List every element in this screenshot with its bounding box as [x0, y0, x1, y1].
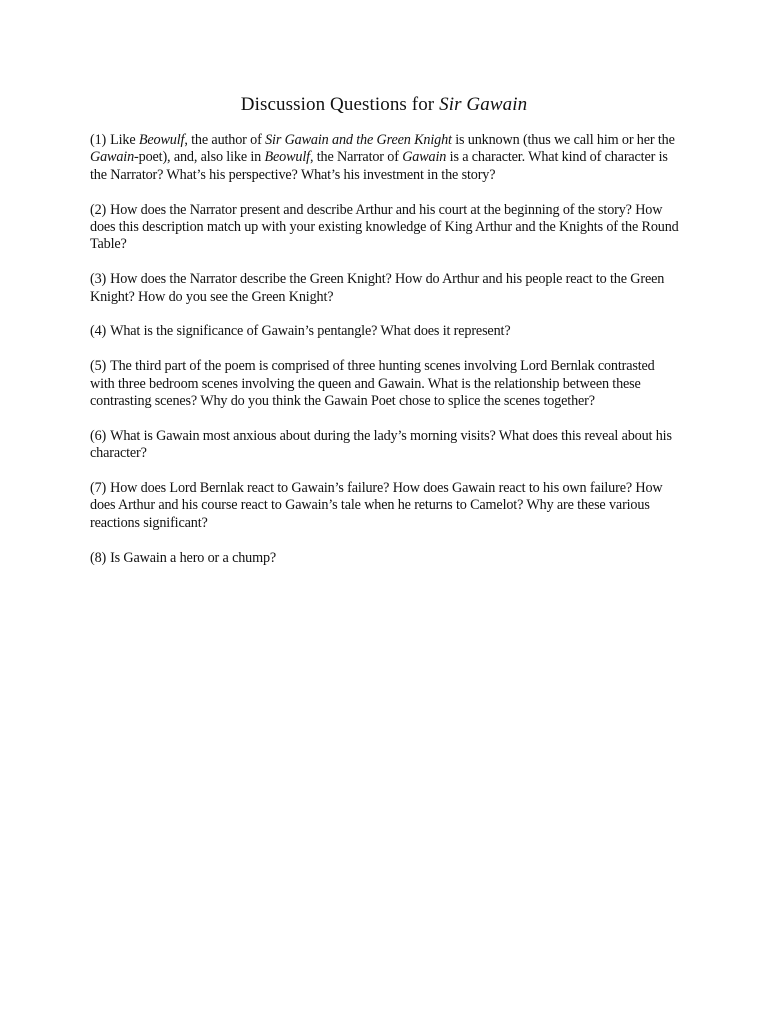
question-item [90, 323, 682, 340]
question-item [90, 480, 682, 532]
question-number: (2) [90, 201, 107, 218]
question-text: Like [110, 132, 139, 148]
question-title-reference: Gawain [402, 149, 447, 166]
question-item [90, 428, 682, 463]
title-emphasis: Sir Gawain [439, 94, 528, 115]
question-number: (3) [90, 271, 107, 288]
question-item [90, 202, 682, 254]
question-text: How does Lord Bernlak react to Gawain’s failure? How does Gawain react to his own failure? How does Arthur and his course react to Gawain’s tale when he returns to Camelot? Why are these various reactions significant? [90, 480, 663, 531]
question-title-reference: Sir Gawain and the Green Knight [265, 132, 452, 148]
questions-list [90, 132, 682, 584]
question-number: (4) [90, 323, 107, 340]
question-text: , the Narrator of [309, 149, 403, 166]
question-item [90, 358, 682, 410]
question-number: (1) [90, 132, 107, 148]
question-number: (6) [90, 427, 107, 444]
question-item [90, 550, 682, 567]
question-number: (5) [90, 358, 107, 375]
question-text: -poet), and, also like in [134, 149, 265, 166]
question-item [90, 271, 682, 306]
question-text: Is Gawain a hero or a chump? [110, 549, 277, 566]
question-text: What is the significance of Gawain’s pentangle? What does it represent? [110, 323, 511, 340]
question-text: How does the Narrator describe the Green Knight? How do Arthur and his people react to the Green Knight? How do you see the Green Knight? [90, 271, 665, 305]
question-text: What is Gawain most anxious about during the lady’s morning visits? What does this reveal about his character? [90, 427, 672, 462]
question-number: (8) [90, 549, 107, 566]
question-text: How does the Narrator present and describe Arthur and his court at the beginning of the story? How does this description match up with your existing knowledge of King Arthur and the Knights of the Round Table? [90, 201, 679, 253]
question-title-reference: Beowulf [138, 132, 185, 148]
question-number: (7) [90, 480, 107, 497]
question-item [90, 132, 682, 184]
question-text: , the author of [184, 132, 266, 148]
question-text: The third part of the poem is comprised of three hunting scenes involving Lord Bernlak contrasted with three bedroom scenes involving the queen and Gawain. What is the relationship between these contrasting scenes? Why do you think the Gawain Poet chose to splice the scenes together? [90, 358, 655, 410]
question-title-reference: Gawain [90, 149, 135, 166]
question-text: is unknown (thus we call him or her the [451, 132, 675, 148]
question-text: is a character. What kind of character is the Narrator? What’s his perspective? What’s his investment in the story? [90, 149, 668, 183]
page-title [0, 92, 768, 118]
question-title-reference: Beowulf [264, 149, 310, 166]
title-text: Discussion Questions for [240, 94, 440, 115]
